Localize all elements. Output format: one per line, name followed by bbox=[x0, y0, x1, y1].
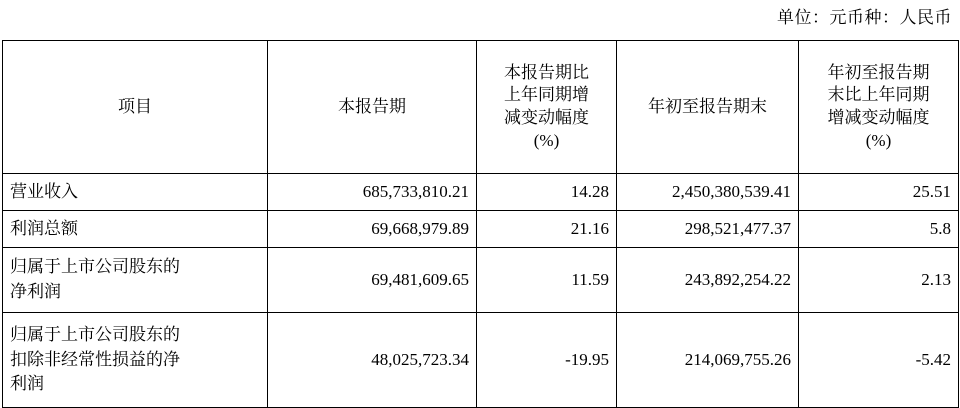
header-cell-ytd bbox=[617, 41, 799, 174]
header-ytd-change-line-3: 增减变动幅度 bbox=[827, 108, 930, 127]
table-row bbox=[3, 211, 959, 248]
row-ytd: 243,892,254.22 bbox=[617, 248, 799, 313]
row-current-period: 685,733,810.21 bbox=[268, 174, 477, 211]
row-ytd-change: 25.51 bbox=[799, 174, 959, 211]
header-ytd-change-line-4: (%) bbox=[865, 130, 892, 150]
header-ytd-line-1: 年初至报告期末 bbox=[648, 96, 767, 116]
row-label bbox=[3, 174, 268, 211]
row-ytd-change: 2.13 bbox=[799, 248, 959, 313]
table-row bbox=[3, 174, 959, 211]
row-label-line-2: 扣除非经常性损益的净 bbox=[10, 349, 180, 369]
table-row bbox=[3, 248, 959, 313]
row-label-line-1: 归属于上市公司股东的 bbox=[10, 257, 180, 277]
row-label-line-1: 营业收入 bbox=[10, 181, 78, 201]
row-current-period: 48,025,723.34 bbox=[268, 313, 477, 408]
header-cell-ytd-change bbox=[799, 41, 959, 174]
row-change: 21.16 bbox=[477, 211, 617, 248]
row-current-period: 69,668,979.89 bbox=[268, 211, 477, 248]
row-label-line-1: 归属于上市公司股东的 bbox=[10, 325, 180, 345]
header-current-period-text: 本报告期 bbox=[338, 96, 406, 116]
header-change-line-2: 上年同期增 bbox=[504, 85, 589, 105]
row-current-period: 69,481,609.65 bbox=[268, 248, 477, 313]
row-label bbox=[3, 211, 268, 248]
header-ytd-change-line-1: 年初至报告期 bbox=[827, 62, 930, 82]
header-change-line-4: (%) bbox=[533, 130, 560, 150]
header-cell-current-period bbox=[268, 41, 477, 174]
row-label-line-1: 利润总额 bbox=[10, 218, 78, 238]
table-row bbox=[3, 313, 959, 408]
row-label bbox=[3, 313, 268, 408]
row-ytd: 214,069,755.26 bbox=[617, 313, 799, 408]
header-change-line-1: 本报告期比 bbox=[504, 62, 589, 82]
row-ytd: 298,521,477.37 bbox=[617, 211, 799, 248]
row-ytd-change: -5.42 bbox=[799, 313, 959, 408]
row-change: 14.28 bbox=[477, 174, 617, 211]
row-label-line-3: 利润 bbox=[10, 374, 44, 394]
table-header-row bbox=[3, 41, 959, 174]
row-label bbox=[3, 248, 268, 313]
row-ytd: 2,450,380,539.41 bbox=[617, 174, 799, 211]
row-change: 11.59 bbox=[477, 248, 617, 313]
row-ytd-change: 5.8 bbox=[799, 211, 959, 248]
header-item-text: 项目 bbox=[118, 96, 152, 116]
header-cell-change bbox=[477, 41, 617, 174]
row-label-line-2: 净利润 bbox=[10, 282, 61, 301]
unit-note: 单位：元币种：人民币 bbox=[777, 8, 952, 27]
header-change-line-3: 减变动幅度 bbox=[504, 108, 589, 127]
row-change: -19.95 bbox=[477, 313, 617, 408]
header-ytd-change-line-2: 末比上年同期 bbox=[827, 85, 930, 105]
header-cell-item bbox=[3, 41, 268, 174]
financial-summary-table bbox=[2, 40, 959, 408]
